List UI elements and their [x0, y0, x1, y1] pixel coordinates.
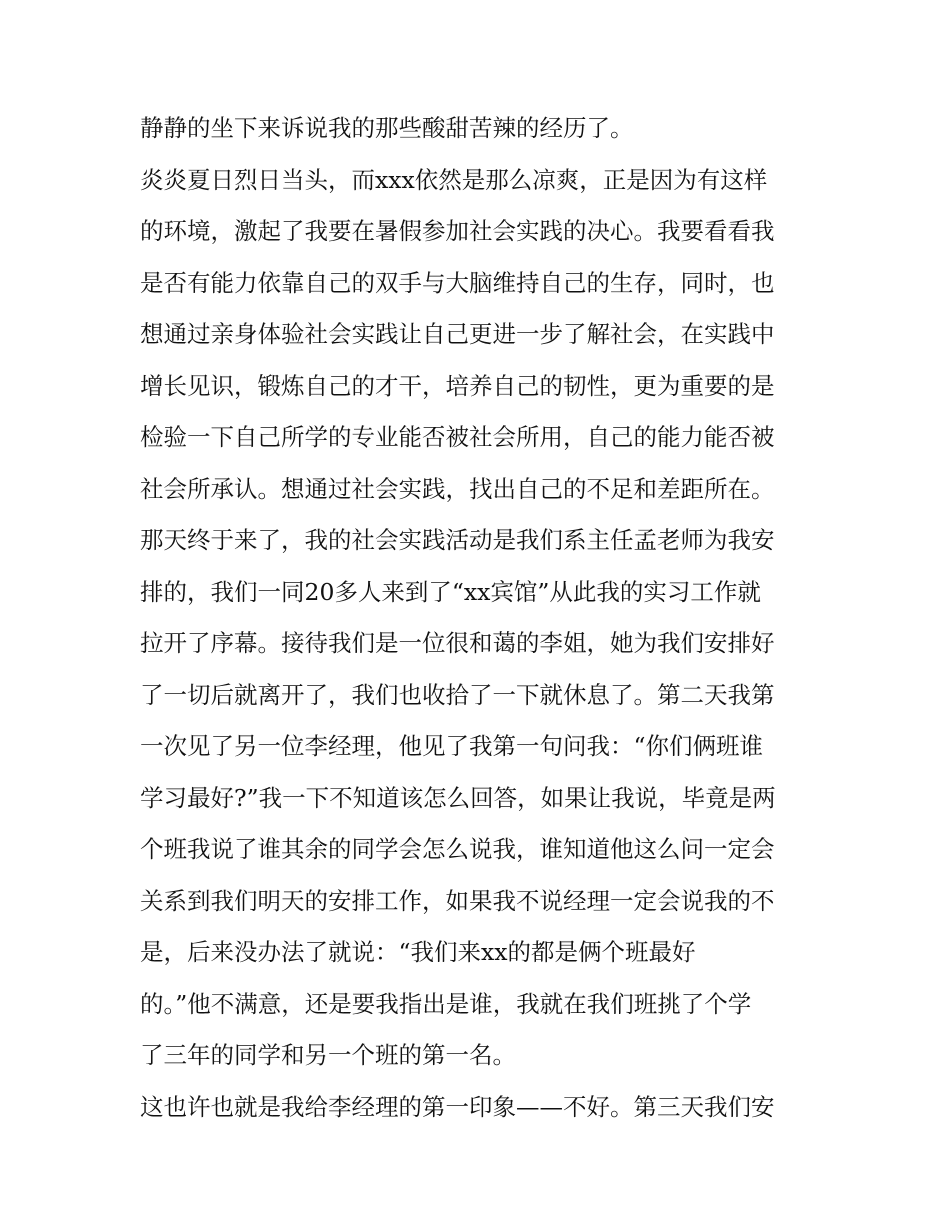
text-line: 个班我说了谁其余的同学会怎么说我，谁知道他这么问一定会	[140, 835, 775, 863]
text-line: 了三年的同学和另一个班的第一名。	[140, 1041, 516, 1069]
text-line: 炎炎夏日烈日当头，而xxx依然是那么凉爽，正是因为有这样	[140, 165, 768, 194]
text-line: 关系到我们明天的安排工作，如果我不说经理一定会说我的不	[140, 886, 775, 915]
text-line: 静静的坐下来诉说我的那些酸甜苦辣的经历了。	[140, 114, 634, 142]
text-line: 排的，我们一同20多人来到了“xx宾馆”从此我的实习工作就	[140, 577, 761, 606]
text-line: 了一切后就离开了，我们也收拾了一下就休息了。第二天我第	[140, 680, 775, 709]
text-line: 的环境，激起了我要在暑假参加社会实践的决心。我要看看我	[140, 217, 775, 245]
body-text	[140, 103, 820, 1133]
text-line: 拉开了序幕。接待我们是一位很和蔼的李姐，她为我们安排好	[140, 629, 775, 657]
text-line: 是，后来没办法了就说：“我们来xx的都是俩个班最好	[140, 938, 696, 966]
text-line: 想通过亲身体验社会实践让自己更进一步了解社会，在实践中	[140, 320, 775, 348]
text-line: 检验一下自己所学的专业能否被社会所用，自己的能力能否被	[140, 423, 775, 451]
text-line: 那天终于来了，我的社会实践活动是我们系主任孟老师为我安	[140, 526, 775, 554]
text-line: 一次见了另一位李经理，他见了我第一句问我：“你们俩班谁	[140, 732, 764, 760]
text-line: 是否有能力依靠自己的双手与大脑维持自己的生存，同时，也	[140, 268, 775, 297]
text-line: 增长见识，锻炼自己的才干，培养自己的韧性，更为重要的是	[140, 371, 775, 400]
text-line: 的。”他不满意，还是要我指出是谁，我就在我们班挑了个学	[140, 989, 752, 1018]
text-line: 社会所承认。想通过社会实践，找出自己的不足和差距所在。	[140, 474, 775, 503]
text-line: 学习最好?”我一下不知道该怎么回答，如果让我说，毕竟是两	[140, 783, 776, 812]
text-line: 这也许也就是我给李经理的第一印象——不好。第三天我们安	[140, 1092, 775, 1121]
